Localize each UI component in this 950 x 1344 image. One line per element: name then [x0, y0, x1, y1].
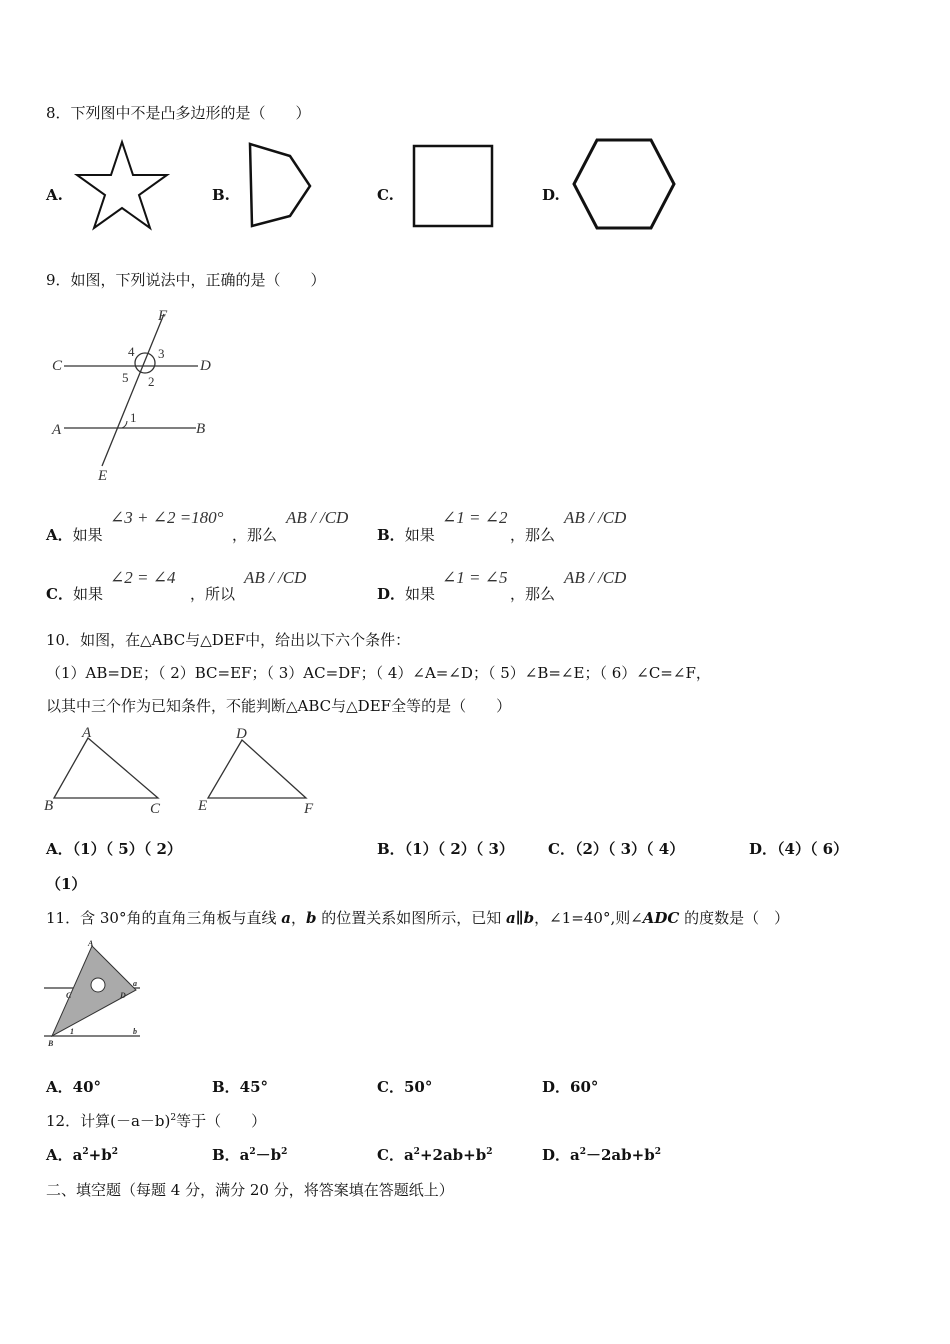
q12-stem-pre: 12．计算(－a－b) — [46, 1112, 171, 1130]
tri1-label-b: B — [44, 798, 54, 814]
q11-stem-mid: 的位置关系如图所示，已知 — [316, 909, 507, 927]
q12-option-a-exp1: 2 — [82, 1147, 89, 1157]
q11-option-c[interactable]: C．50° — [377, 1078, 433, 1096]
q12-stem-post: 等于（ ） — [176, 1112, 267, 1130]
q11-label-c: C — [66, 991, 72, 1000]
q11-label-line-a: a — [133, 979, 137, 988]
q9-option-c-letter: C． — [46, 585, 73, 603]
q8-stem: 8．下列图中不是凸多边形的是（ ） — [46, 104, 311, 122]
angle-2-label: 2 — [148, 374, 155, 389]
q12-option-d-mid: －2ab+b — [586, 1146, 655, 1164]
q10-option-b[interactable]: B．（1）（ 2）（ 3） — [377, 840, 514, 858]
tri1-label-c: C — [150, 801, 161, 817]
q10-stem-line2: （1）AB=DE；（ 2）BC=EF；（ 3）AC=DF；（ 4）∠A=∠D；（ 5）∠B=∠E；（ 6）∠C=∠F， — [46, 664, 711, 682]
tri1-label-a: A — [82, 725, 92, 741]
q10-stem-line1: 10．如图，在△ABC与△DEF中，给出以下六个条件： — [46, 631, 411, 649]
q9-option-a[interactable] — [46, 524, 103, 545]
tri2-label-f: F — [304, 801, 314, 817]
label-c: C — [52, 358, 63, 374]
q10-option-c[interactable]: C．（2）（ 3）（ 4） — [548, 840, 685, 858]
q9-option-d-letter: D． — [377, 585, 406, 603]
q9-option-c[interactable] — [46, 583, 103, 604]
q12-option-c-exp1: 2 — [413, 1147, 420, 1157]
q12-option-b-mid: －b — [255, 1146, 282, 1164]
q11-var-a: a — [281, 909, 291, 927]
q9-option-a-letter: A． — [46, 526, 73, 544]
q9-option-b-result: AB / /CD — [564, 508, 627, 527]
angle-5-label: 5 — [122, 370, 129, 385]
q12-option-a-pre: A．a — [46, 1146, 83, 1164]
hexagon-figure — [568, 136, 680, 234]
q9-option-a-result: AB / /CD — [286, 508, 349, 527]
q11-label-d: D — [120, 991, 126, 1000]
q11-option-d[interactable]: D．60° — [542, 1078, 599, 1096]
q10-option-a[interactable]: A．（1）（ 5）（ 2） — [46, 840, 182, 858]
q9-option-c-result: AB / /CD — [244, 568, 307, 587]
q11-stem — [46, 907, 789, 928]
q11-stem-end: 的度数是（ ） — [679, 909, 790, 927]
q11-stem-pre: 11．含 30°角的直角三角板与直线 — [46, 909, 282, 927]
label-b: B — [196, 421, 206, 437]
q11-parallel: a∥b — [506, 909, 535, 927]
q12-option-a-mid: +b — [88, 1146, 112, 1164]
triangle-abc-figure — [44, 724, 174, 818]
q12-option-c-exp2: 2 — [486, 1147, 493, 1157]
q12-option-b-exp2: 2 — [281, 1147, 288, 1157]
q9-option-d[interactable] — [377, 583, 435, 604]
q11-angle-adc: ADC — [642, 909, 680, 927]
q11-comma: ， — [290, 909, 306, 927]
tri2-label-e: E — [198, 798, 208, 814]
section-2-heading: 二、填空题（每题 4 分，满分 20 分，将答案填在答题纸上） — [46, 1181, 454, 1199]
q9-option-b-condition: ∠1 = ∠2 — [442, 508, 508, 527]
q12-option-c[interactable] — [377, 1144, 492, 1165]
q12-stem-exp: 2 — [170, 1113, 177, 1123]
label-d: D — [200, 358, 211, 374]
q12-option-c-pre: C．a — [377, 1146, 414, 1164]
q12-option-b[interactable] — [212, 1144, 287, 1165]
angle-4-label: 4 — [128, 344, 135, 359]
q11-var-b: b — [305, 909, 317, 927]
q12-option-d-pre: D．a — [542, 1146, 580, 1164]
angle-3-label: 3 — [158, 346, 165, 361]
q12-option-b-pre: B．a — [212, 1146, 250, 1164]
q12-option-a[interactable] — [46, 1144, 118, 1165]
q11-label-b-vertex: B — [48, 1039, 54, 1048]
q9-option-b-pre: 如果 — [404, 526, 435, 544]
q9-option-c-mid: ，所以 — [190, 585, 236, 603]
q12-option-a-exp2: 2 — [111, 1147, 118, 1157]
q11-angle-1-label: 1 — [70, 1027, 74, 1036]
set-square-figure — [40, 938, 150, 1050]
q8-option-a-label: A. — [46, 186, 63, 204]
q10-option-d[interactable]: D．（4）（ 6） — [749, 840, 849, 858]
q8-option-c-label: C. — [377, 186, 394, 204]
q11-option-b[interactable]: B．45° — [212, 1078, 269, 1096]
star-figure — [72, 138, 172, 234]
q12-option-d[interactable] — [542, 1144, 661, 1165]
q11-label-a-vertex: A — [88, 939, 94, 948]
q9-option-d-condition: ∠1 = ∠5 — [442, 568, 508, 587]
q9-option-c-condition: ∠2 = ∠4 — [110, 568, 176, 587]
q12-stem — [46, 1110, 266, 1131]
q11-option-a[interactable]: A．40° — [46, 1078, 102, 1096]
label-a: A — [52, 422, 62, 438]
q12-option-c-mid: +2ab+b — [419, 1146, 487, 1164]
angle-1-label: 1 — [130, 410, 137, 425]
q9-stem: 9．如图，下列说法中，正确的是（ ） — [46, 271, 326, 289]
q9-option-b[interactable] — [377, 524, 435, 545]
q9-option-a-condition: ∠3 + ∠2 =180° — [110, 508, 224, 527]
concave-pentagon-figure — [240, 138, 320, 234]
label-f: F — [158, 308, 168, 324]
q9-option-a-pre: 如果 — [72, 526, 103, 544]
q8-option-d-label: D. — [542, 186, 560, 204]
q12-option-d-exp1: 2 — [579, 1147, 586, 1157]
q9-option-d-mid: ，那么 — [510, 585, 556, 603]
q9-option-b-mid: ，那么 — [510, 526, 556, 544]
q9-option-a-mid: ，那么 — [232, 526, 278, 544]
q9-option-d-result: AB / /CD — [564, 568, 627, 587]
q11-stem-post: ，∠1=40°,则∠ — [534, 909, 643, 927]
q10-stem-line3: 以其中三个作为已知条件，不能判断△ABC与△DEF全等的是（ ） — [46, 697, 512, 715]
q9-option-b-letter: B． — [377, 526, 405, 544]
triangle-def-figure — [196, 724, 326, 818]
q11-label-line-b: b — [133, 1027, 137, 1036]
q9-option-d-pre: 如果 — [405, 585, 436, 603]
q9-option-c-pre: 如果 — [72, 585, 103, 603]
label-e: E — [98, 468, 108, 484]
square-figure — [408, 140, 500, 232]
tri2-label-d: D — [236, 726, 247, 742]
parallel-lines-figure — [46, 300, 226, 490]
q8-option-b-label: B. — [212, 186, 230, 204]
q12-option-d-exp2: 2 — [654, 1147, 661, 1157]
q12-option-b-exp1: 2 — [249, 1147, 256, 1157]
q10-option-d-wrap: （1） — [46, 875, 87, 893]
